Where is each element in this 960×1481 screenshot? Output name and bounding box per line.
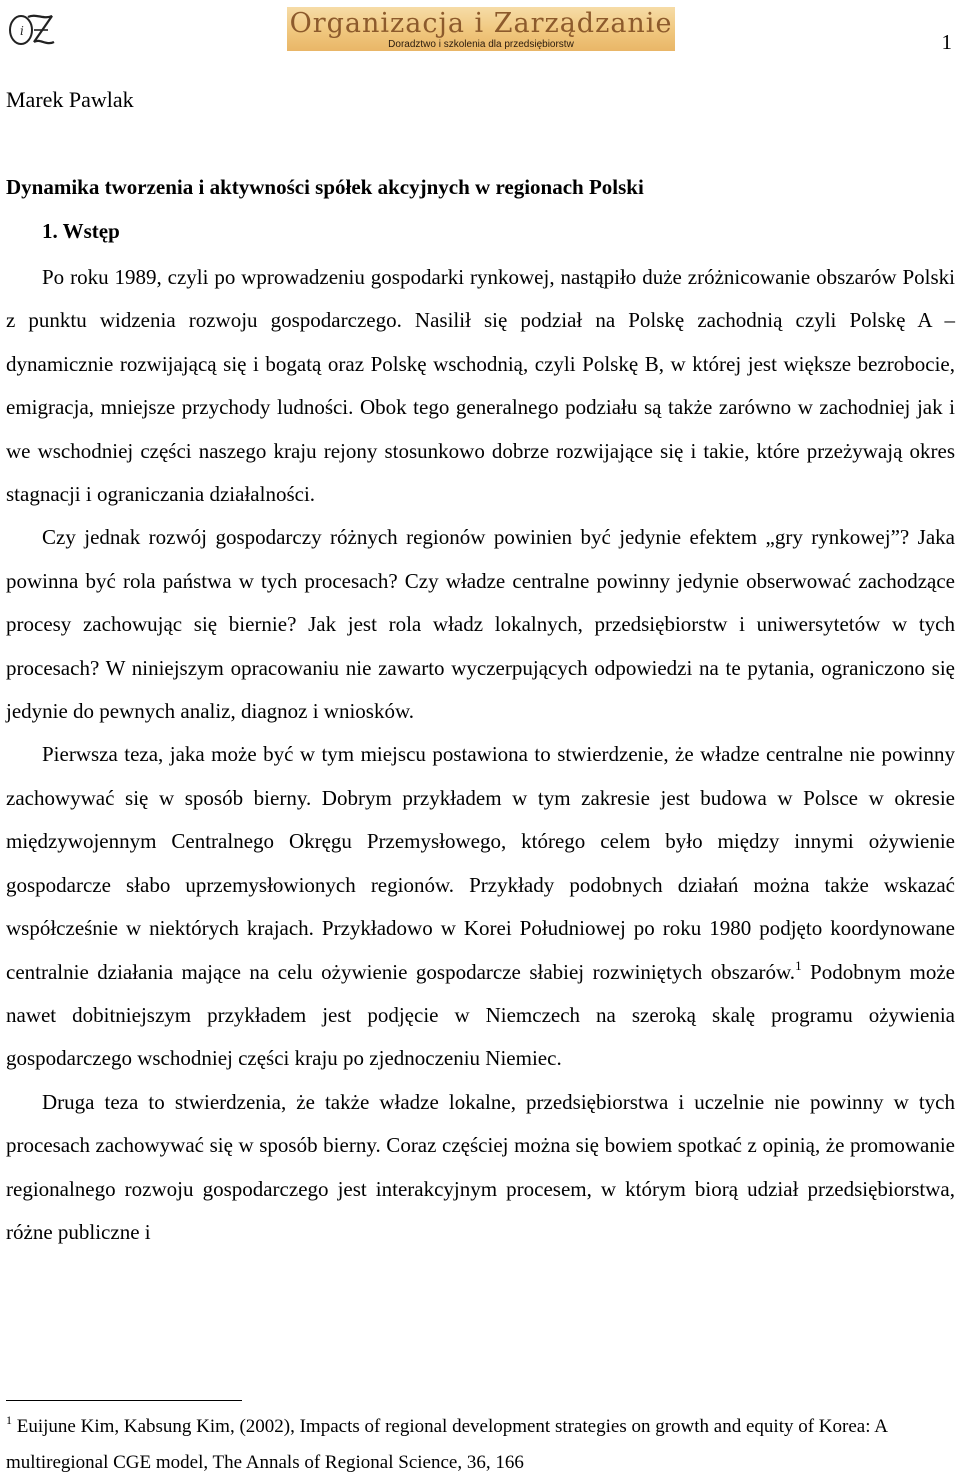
svg-text:i: i <box>20 24 24 38</box>
paragraph: Czy jednak rozwój gospodarczy różnych regionów powinien być jedynie efektem „gry rynkowej”? Jaka powinna być rola państwa w tych procesach? Czy władze centralne powinny jedynie obserwować zachodzące procesy zachowując się biernie? Jak jest rola władz lokalnych, przedsiębiorstw i uniwersytetów w tych procesach? W niniejszym opracowaniu nie zawarto wyczerpujących odpowiedzi na te pytania, ograniczono się jedynie do pewnych analiz, diagnoz i wniosków. <box>6 525 955 724</box>
footnote-number: 1 <box>6 1413 12 1427</box>
paragraph-text: Pierwsza teza, jaka może być w tym miejscu postawiona to stwierdzenie, że władze centralne nie powinny zachowywać się w sposób bierny. Dobrym przykładem w tym zakresie jest budowa w Polsce w okresie międzywojennym Centralnego Okręgu Przemysłowego, którego celem było między innymi ożywienie gospodarcze słabo uprzemysłowionych regionów. Przykłady podobnych działań można także wskazać współcześnie w niektórych krajach. Przykładowo w Korei Południowej po roku 1980 podjęto koordynowane centralnie działania mające na celu ożywienie gospodarcze słabiej rozwiniętych obszarów. <box>6 742 955 984</box>
page-number: 1 <box>941 30 952 54</box>
article-body <box>6 256 955 1254</box>
company-banner <box>287 7 675 51</box>
author-name: Marek Pawlak <box>6 87 134 112</box>
section-heading: 1. Wstęp <box>42 219 120 243</box>
paragraph: Po roku 1989, czyli po wprowadzeniu gospodarki rynkowej, nastąpiło duże zróżnicowanie obszarów Polski z punktu widzenia rozwoju gospodarczego. Nasilił się podział na Polskę zachodnią czyli Polskę A – dynamicznie rozwijającą się i bogatą oraz Polskę wschodnią, czyli Polskę B, w której jest większe bezrobocie, emigracja, mniejsze przychody ludności. Obok tego generalnego podziału są także zarówno w zachodniej jak i we wschodniej części naszego kraju rejony stosunkowo dobrze rozwijające się i takie, które przeżywają okres stagnacji i ograniczania działalności. <box>6 265 955 507</box>
paragraph <box>6 733 955 1080</box>
footnote-text: Euijune Kim, Kabsung Kim, (2002), Impacts of regional development strategies on growth and equity of Korea: A multiregional CGE model, The Annals of Regional Science, 36, 166 <box>6 1416 887 1473</box>
banner-title: Organizacja i Zarządzanie <box>289 8 673 39</box>
paragraph-text: Podobnym może nawet dobitniejszym przykładem jest podjęcie w Niemczech na szeroką skalę programu ożywienia gospodarczego wschodniej części kraju po zjednoczeniu Niemiec. <box>6 959 955 1071</box>
oz-logo <box>6 8 56 52</box>
footnote <box>6 1409 955 1481</box>
paragraph: Druga teza to stwierdzenia, że także władze lokalne, przedsiębiorstwa i uczelnie nie powinny w tych procesach zachowywać się w sposób bierny. Coraz częściej można się bowiem spotkać z opinią, że promowanie regionalnego rozwoju gospodarczego jest interakcyjnym procesem, w którym biorą udział przedsiębiorstwa, różne publiczne i <box>6 1089 955 1244</box>
article-title: Dynamika tworzenia i aktywności spółek akcyjnych w regionach Polski <box>6 175 644 199</box>
footnote-divider <box>6 1400 242 1401</box>
banner-subtitle: Doradztwo i szkolenia dla przedsiębiorstw <box>388 39 574 50</box>
page-header <box>0 0 960 60</box>
footnote-reference[interactable]: 1 <box>795 957 802 973</box>
